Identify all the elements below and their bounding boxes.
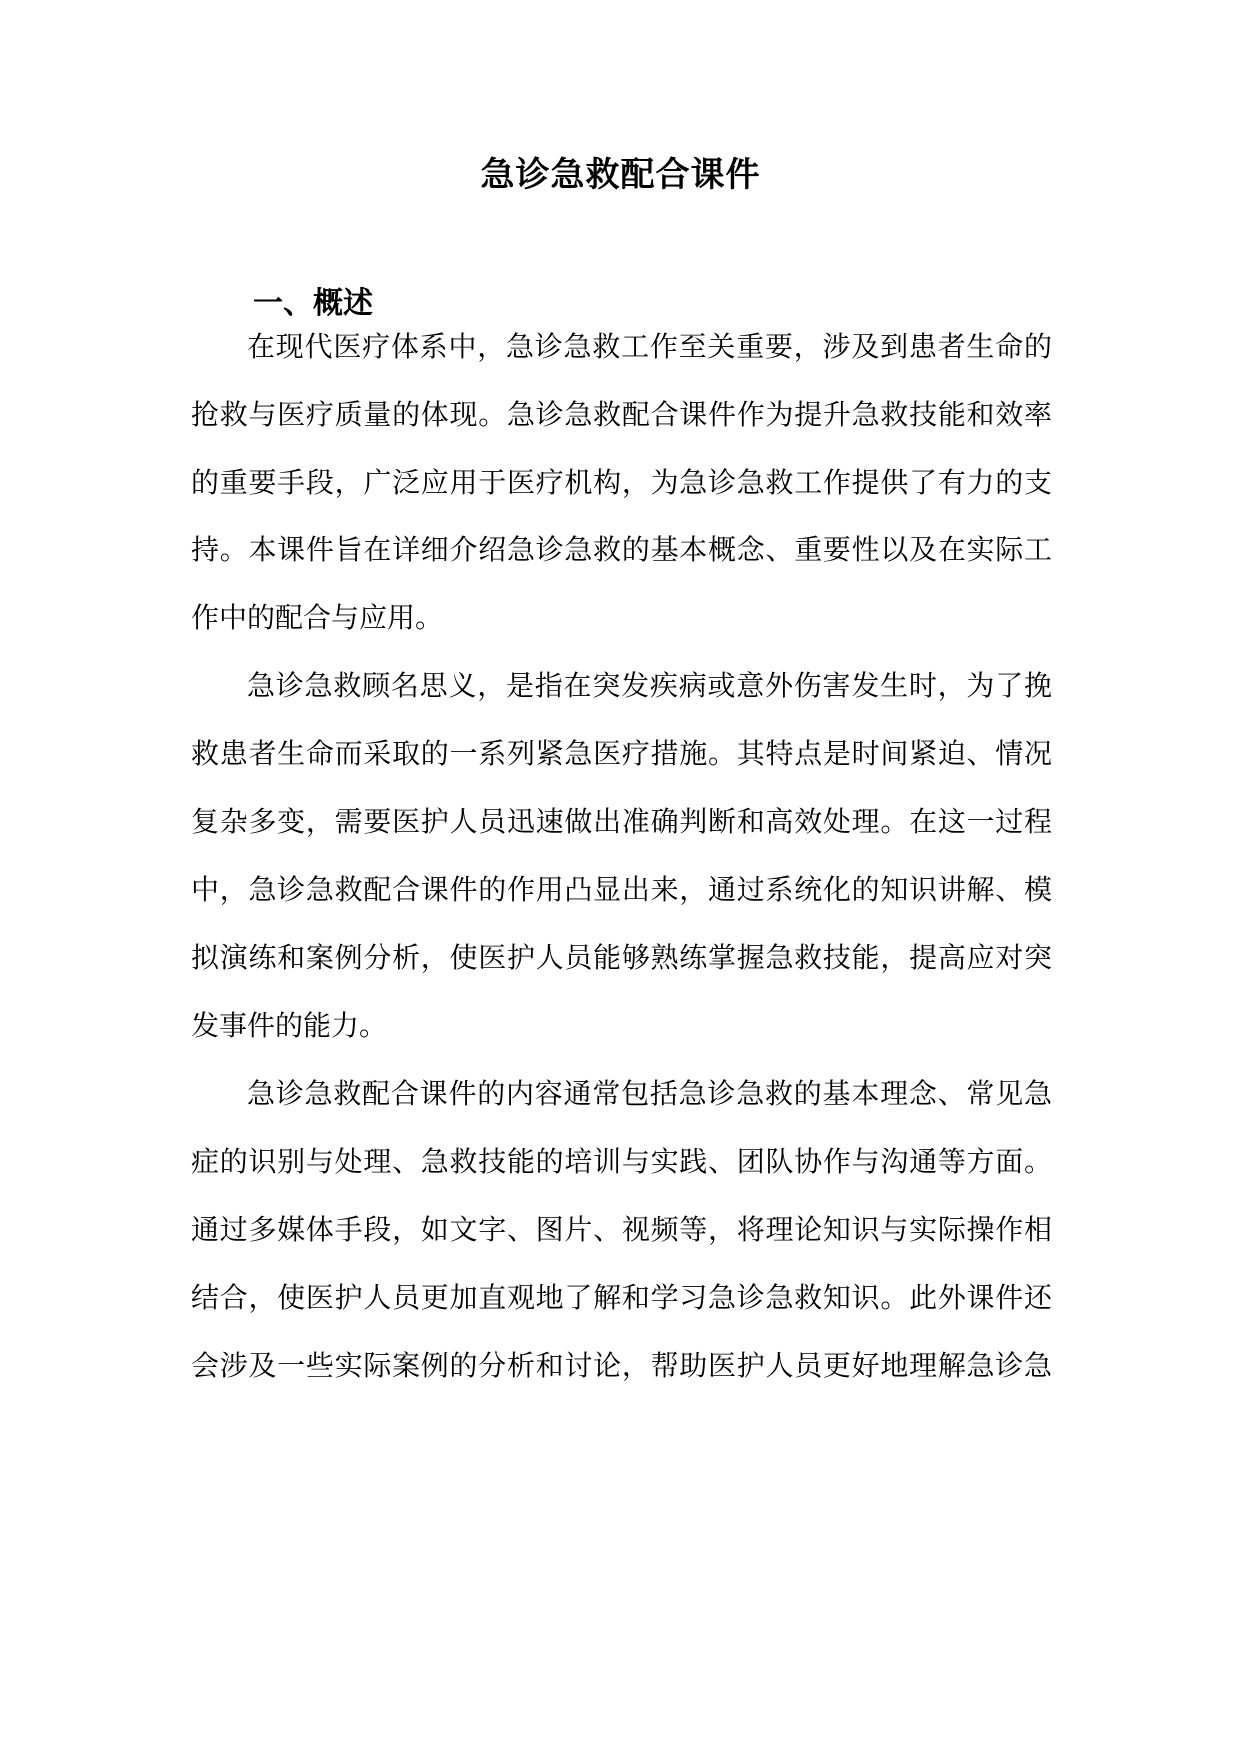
paragraph-line: 持。本课件旨在详细介绍急诊急救的基本概念、重要性以及在实际工 — [191, 533, 1052, 566]
paragraph-line: 通过多媒体手段，如文字、图片、视频等，将理论知识与实际操作相 — [191, 1213, 1052, 1246]
paragraph-line: 症的识别与处理、急救技能的培训与实践、团队协作与沟通等方面。 — [191, 1145, 1052, 1178]
paragraph-line: 急诊急救配合课件的内容通常包括急诊急救的基本理念、常见急 — [247, 1077, 1052, 1110]
paragraph-line: 复杂多变，需要医护人员迅速做出准确判断和高效处理。在这一过程 — [191, 805, 1052, 838]
paragraph-line: 急诊急救顾名思义，是指在突发疾病或意外伤害发生时，为了挽 — [247, 669, 1052, 702]
paragraph-line: 发事件的能力。 — [191, 1009, 388, 1042]
paragraph-line: 结合，使医护人员更加直观地了解和学习急诊急救知识。此外课件还 — [191, 1281, 1052, 1314]
paragraph-line: 作中的配合与应用。 — [191, 601, 444, 634]
document-title: 急诊急救配合课件 — [480, 155, 761, 195]
section-heading: 一、概述 — [253, 286, 373, 321]
paragraph-line: 救患者生命而采取的一系列紧急医疗措施。其特点是时间紧迫、情况 — [191, 737, 1052, 770]
paragraph-line: 拟演练和案例分析，使医护人员能够熟练掌握急救技能，提高应对突 — [191, 941, 1052, 974]
paragraph-line: 的重要手段，广泛应用于医疗机构，为急诊急救工作提供了有力的支 — [191, 466, 1052, 499]
paragraph-line: 会涉及一些实际案例的分析和讨论，帮助医护人员更好地理解急诊急 — [191, 1349, 1052, 1382]
paragraph-line: 在现代医疗体系中，急诊急救工作至关重要，涉及到患者生命的 — [247, 330, 1052, 363]
paragraph-line: 中，急诊急救配合课件的作用凸显出来，通过系统化的知识讲解、模 — [191, 873, 1052, 906]
paragraph-line: 抢救与医疗质量的体现。急诊急救配合课件作为提升急救技能和效率 — [191, 398, 1052, 431]
